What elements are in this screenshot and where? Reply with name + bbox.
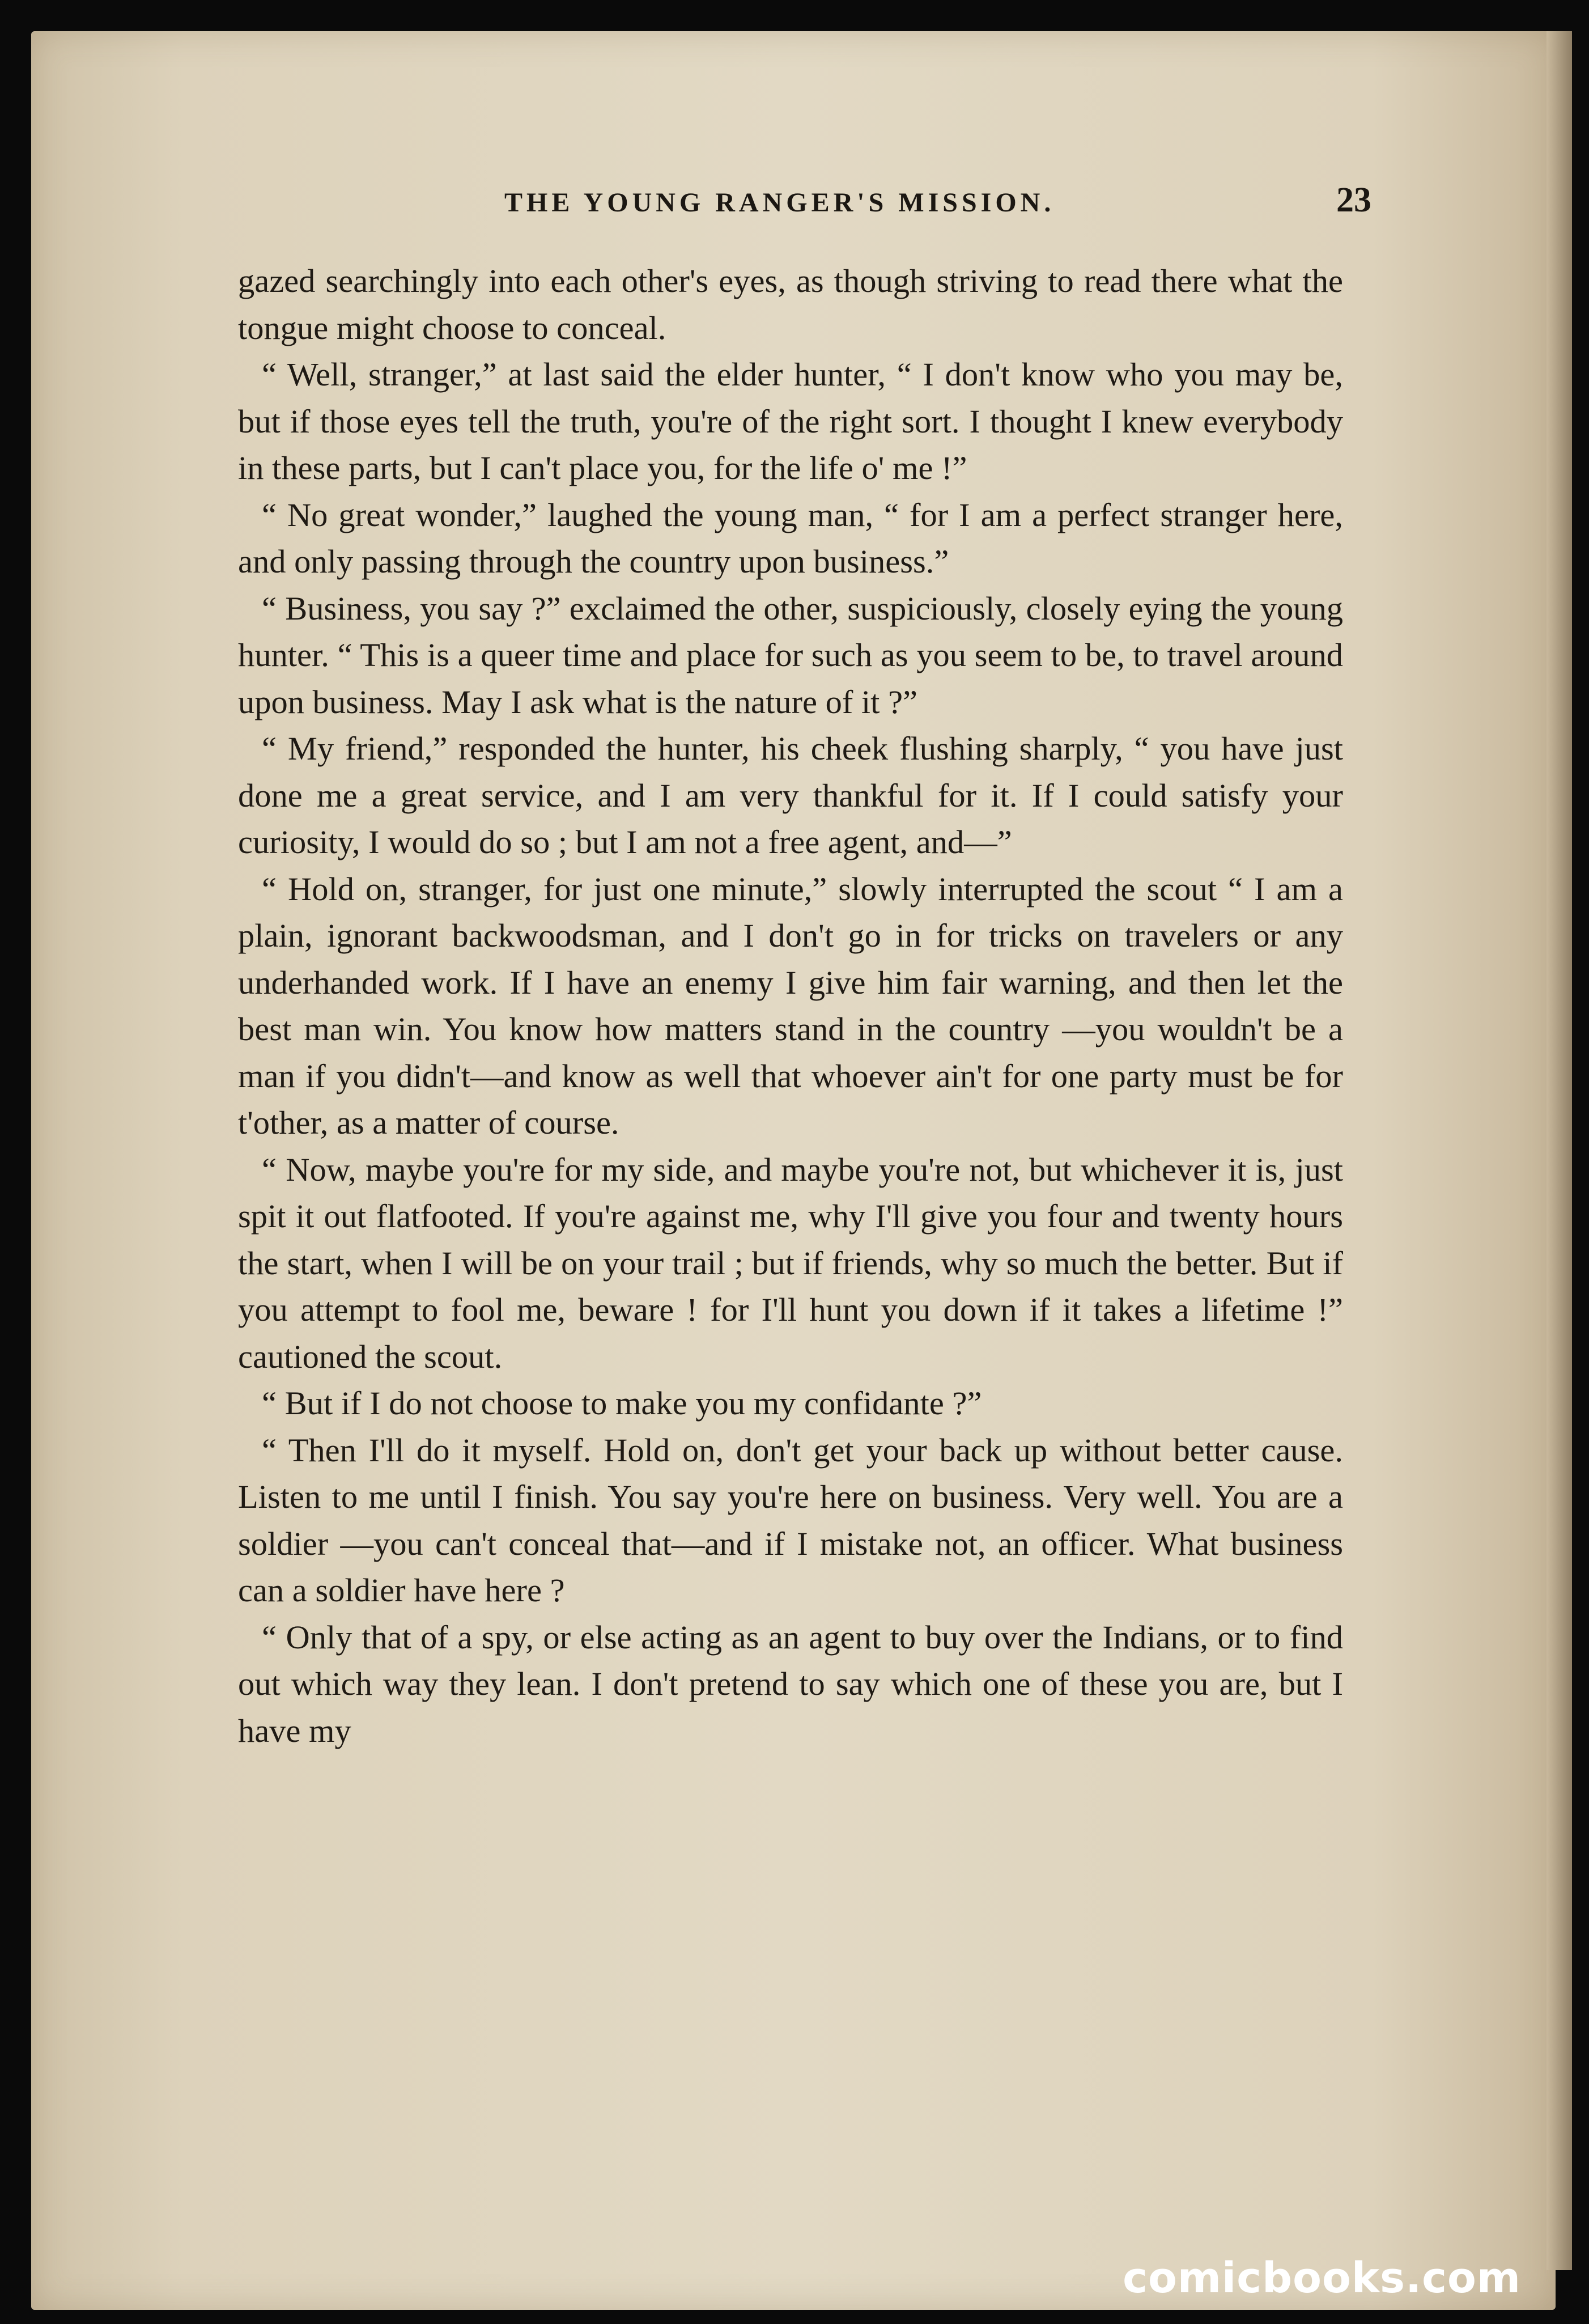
paragraph-spy: “ Only that of a spy, or else acting as an agent to buy over the Indians, or to find out which way they lean. I don't pretend to say which one of these you are, but I have my bbox=[238, 1618, 1343, 1749]
paragraph-then-ill: “ Then I'll do it myself. Hold on, don't get your back up without better cause. Listen to me until I finish. You say you're here on business. Very well. You are a soldier —you can't conceal that—and if I mistake not, an officer. What business can a soldier have here ? bbox=[238, 1431, 1343, 1609]
page-edge-stack bbox=[1546, 31, 1572, 2270]
paragraph-elder-hunter: “ Well, stranger,” at last said the elder hunter, “ I don't know who you may be, but if those eyes tell the truth, you're of the right sort. I thought I knew everybody in these parts, but I can't place you, for the life o' me !” bbox=[238, 356, 1343, 486]
body-text bbox=[238, 258, 1343, 1754]
running-title: THE YOUNG RANGER'S MISSION. bbox=[504, 188, 1055, 218]
page-number: 23 bbox=[1336, 181, 1371, 219]
paragraph-now-maybe: “ Now, maybe you're for my side, and maybe you're not, but whichever it is, just spit it out flatfooted. If you're against me, why I'll give you four and twenty hours the start, when I will be on your trail ; but if friends, why so much the better. But if you attempt to fool me, beware ! for I'll hunt you down if it takes a lifetime !” cautioned the scout. bbox=[238, 1151, 1343, 1375]
running-head bbox=[238, 180, 1371, 220]
paragraph-confidante: “ But if I do not choose to make you my confidante ?” bbox=[262, 1385, 982, 1422]
paragraph-business: “ Business, you say ?” exclaimed the other, suspiciously, closely eying the young hunter. “ This is a queer time and place for such as you seem to be, to travel around upon business. May I ask what is the nature of it ?” bbox=[238, 590, 1343, 720]
paragraph-continuation: gazed searchingly into each other's eyes, as though striving to read there what the tongue might choose to conceal. bbox=[238, 262, 1343, 346]
paragraph-my-friend: “ My friend,” responded the hunter, his cheek flushing sharply, “ you have just done me a great service, and I am very thankful for it. If I could satisfy your curiosity, I would do so ; but I am not a free agent, and—” bbox=[238, 730, 1343, 860]
paragraph-young-man: “ No great wonder,” laughed the young man, “ for I am a perfect stranger here, and only passing through the country upon business.” bbox=[238, 496, 1343, 580]
watermark: comicbooks.com bbox=[1123, 2254, 1521, 2302]
paragraph-hold-on: “ Hold on, stranger, for just one minute,” slowly interrupted the scout “ I am a plain, ignorant backwoodsman, and I don't go in for tricks on travelers or any underhanded work. If I have an enemy I give him fair warning, and then let the best man win. You know how matters stand in the country —you wouldn't be a man if you didn't—and know as well that whoever ain't for one party must be for t'other, as a matter of course. bbox=[238, 870, 1343, 1141]
